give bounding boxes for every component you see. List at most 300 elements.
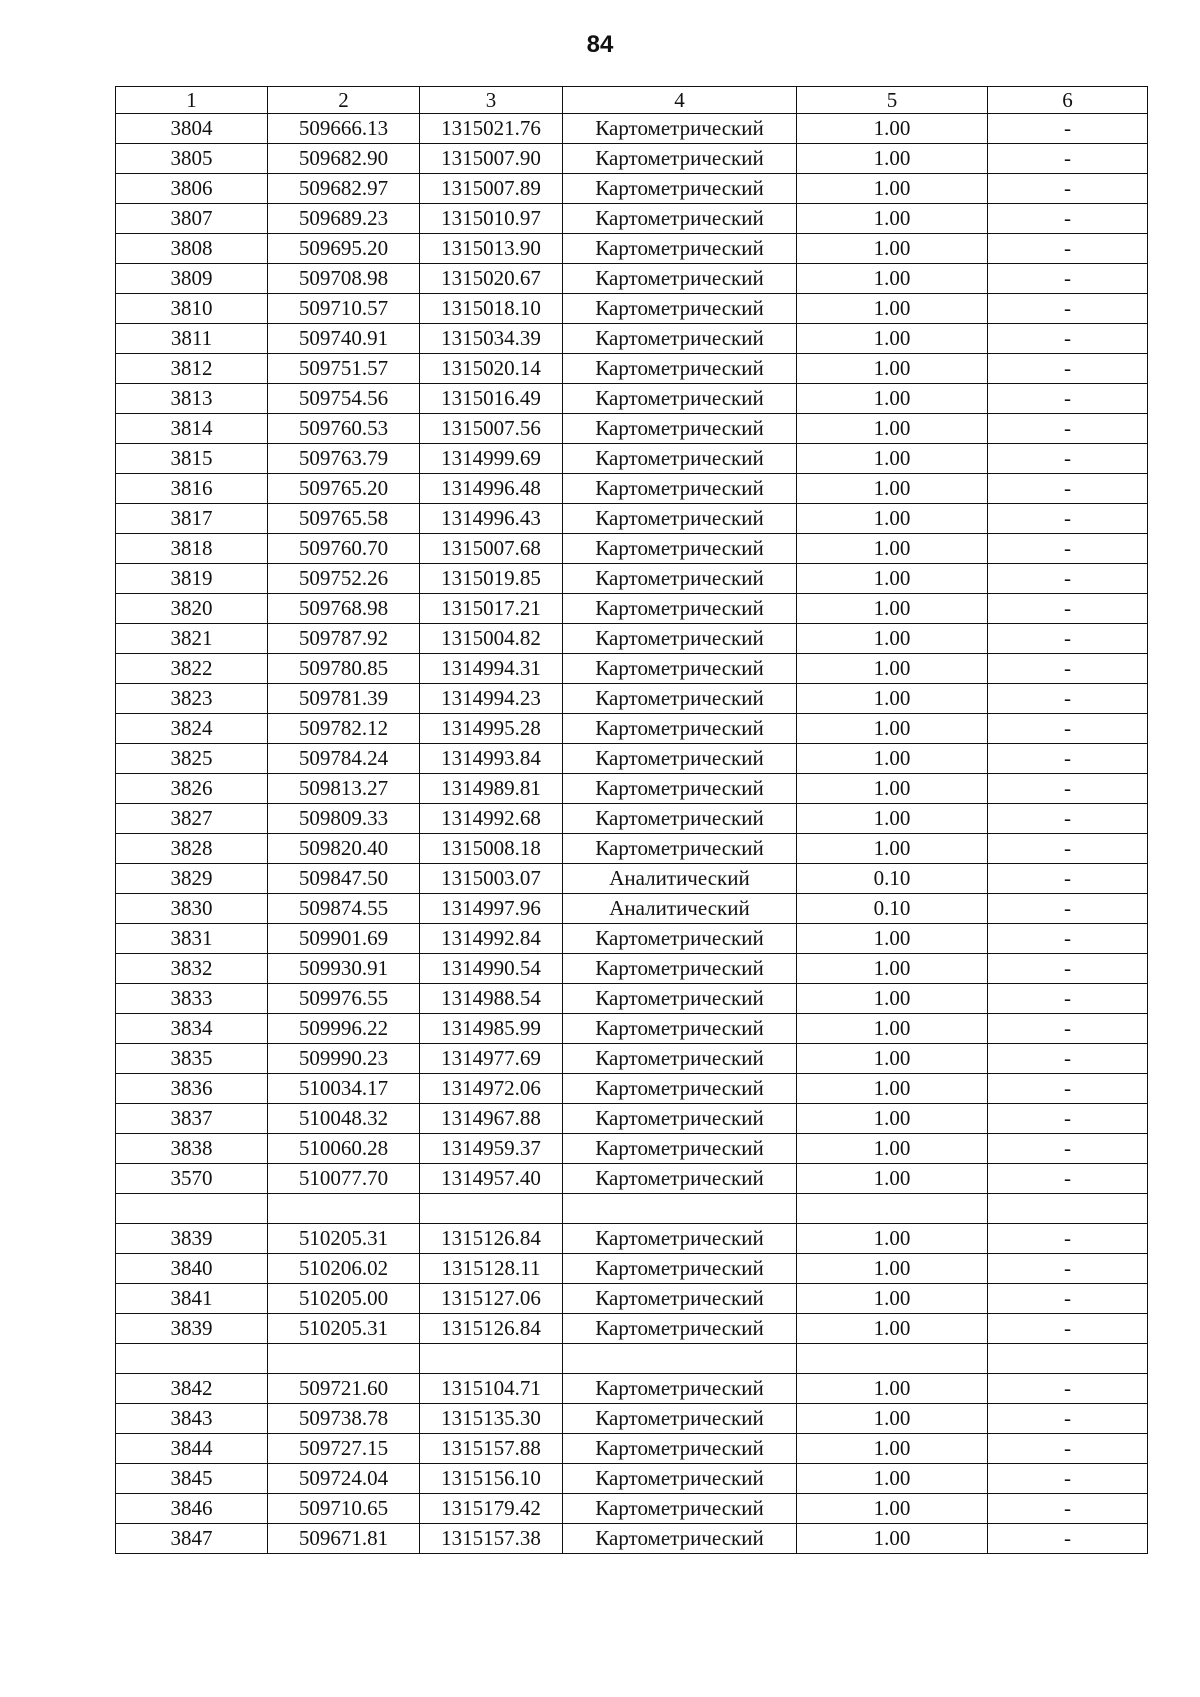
column-header: 6 bbox=[988, 87, 1148, 114]
table-row bbox=[116, 1104, 1148, 1134]
note-cell: - bbox=[988, 204, 1148, 234]
accuracy-cell: 1.00 bbox=[797, 1134, 988, 1164]
y-coordinate-cell: 1314992.84 bbox=[420, 924, 563, 954]
note-cell: - bbox=[988, 144, 1148, 174]
accuracy-cell: 1.00 bbox=[797, 954, 988, 984]
point-number-cell: 3831 bbox=[116, 924, 268, 954]
note-cell: - bbox=[988, 564, 1148, 594]
accuracy-cell: 1.00 bbox=[797, 294, 988, 324]
y-coordinate-cell: 1315007.68 bbox=[420, 534, 563, 564]
accuracy-cell: 1.00 bbox=[797, 744, 988, 774]
table-row bbox=[116, 564, 1148, 594]
method-cell: Картометрический bbox=[563, 954, 797, 984]
point-number-cell: 3843 bbox=[116, 1404, 268, 1434]
point-number-cell: 3825 bbox=[116, 744, 268, 774]
accuracy-cell: 1.00 bbox=[797, 534, 988, 564]
note-cell: - bbox=[988, 624, 1148, 654]
method-cell: Картометрический bbox=[563, 1434, 797, 1464]
note-cell: - bbox=[988, 684, 1148, 714]
accuracy-cell: 0.10 bbox=[797, 894, 988, 924]
x-coordinate-cell: 509671.81 bbox=[268, 1524, 420, 1554]
method-cell: Картометрический bbox=[563, 1164, 797, 1194]
x-coordinate-cell: 510060.28 bbox=[268, 1134, 420, 1164]
method-cell: Картометрический bbox=[563, 474, 797, 504]
note-cell: - bbox=[988, 1254, 1148, 1284]
x-coordinate-cell bbox=[268, 1194, 420, 1224]
note-cell: - bbox=[988, 354, 1148, 384]
y-coordinate-cell: 1315007.56 bbox=[420, 414, 563, 444]
method-cell: Картометрический bbox=[563, 744, 797, 774]
point-number-cell: 3811 bbox=[116, 324, 268, 354]
x-coordinate-cell: 509760.53 bbox=[268, 414, 420, 444]
note-cell: - bbox=[988, 294, 1148, 324]
method-cell: Картометрический bbox=[563, 114, 797, 144]
accuracy-cell: 1.00 bbox=[797, 804, 988, 834]
method-cell: Картометрический bbox=[563, 144, 797, 174]
note-cell: - bbox=[988, 864, 1148, 894]
accuracy-cell: 1.00 bbox=[797, 1164, 988, 1194]
point-number-cell: 3835 bbox=[116, 1044, 268, 1074]
accuracy-cell: 1.00 bbox=[797, 1434, 988, 1464]
y-coordinate-cell: 1315020.67 bbox=[420, 264, 563, 294]
note-cell: - bbox=[988, 1404, 1148, 1434]
accuracy-cell: 1.00 bbox=[797, 624, 988, 654]
x-coordinate-cell: 509721.60 bbox=[268, 1374, 420, 1404]
note-cell: - bbox=[988, 1044, 1148, 1074]
point-number-cell: 3817 bbox=[116, 504, 268, 534]
table-row bbox=[116, 264, 1148, 294]
accuracy-cell: 1.00 bbox=[797, 1464, 988, 1494]
x-coordinate-cell: 509787.92 bbox=[268, 624, 420, 654]
column-header: 1 bbox=[116, 87, 268, 114]
x-coordinate-cell: 509760.70 bbox=[268, 534, 420, 564]
method-cell bbox=[563, 1194, 797, 1224]
column-header: 2 bbox=[268, 87, 420, 114]
y-coordinate-cell: 1315127.06 bbox=[420, 1284, 563, 1314]
method-cell: Картометрический bbox=[563, 384, 797, 414]
y-coordinate-cell: 1314959.37 bbox=[420, 1134, 563, 1164]
method-cell: Аналитический bbox=[563, 864, 797, 894]
table-row bbox=[116, 114, 1148, 144]
method-cell: Картометрический bbox=[563, 1134, 797, 1164]
x-coordinate-cell: 509751.57 bbox=[268, 354, 420, 384]
table-row bbox=[116, 1254, 1148, 1284]
accuracy-cell: 1.00 bbox=[797, 684, 988, 714]
y-coordinate-cell: 1315003.07 bbox=[420, 864, 563, 894]
table-row bbox=[116, 1164, 1148, 1194]
point-number-cell: 3828 bbox=[116, 834, 268, 864]
point-number-cell: 3804 bbox=[116, 114, 268, 144]
table-row bbox=[116, 1074, 1148, 1104]
note-cell bbox=[988, 1194, 1148, 1224]
note-cell: - bbox=[988, 1104, 1148, 1134]
method-cell: Картометрический bbox=[563, 1104, 797, 1134]
y-coordinate-cell: 1314985.99 bbox=[420, 1014, 563, 1044]
point-number-cell: 3815 bbox=[116, 444, 268, 474]
table-row bbox=[116, 924, 1148, 954]
y-coordinate-cell: 1315128.11 bbox=[420, 1254, 563, 1284]
method-cell: Картометрический bbox=[563, 804, 797, 834]
x-coordinate-cell: 510205.31 bbox=[268, 1314, 420, 1344]
method-cell: Картометрический bbox=[563, 984, 797, 1014]
accuracy-cell: 1.00 bbox=[797, 444, 988, 474]
accuracy-cell: 1.00 bbox=[797, 234, 988, 264]
note-cell: - bbox=[988, 414, 1148, 444]
y-coordinate-cell: 1315179.42 bbox=[420, 1494, 563, 1524]
accuracy-cell: 1.00 bbox=[797, 174, 988, 204]
method-cell: Картометрический bbox=[563, 1224, 797, 1254]
accuracy-cell: 1.00 bbox=[797, 1044, 988, 1074]
table-row bbox=[116, 984, 1148, 1014]
accuracy-cell: 1.00 bbox=[797, 324, 988, 354]
point-number-cell: 3812 bbox=[116, 354, 268, 384]
table-row bbox=[116, 744, 1148, 774]
note-cell: - bbox=[988, 1134, 1148, 1164]
point-number-cell: 3810 bbox=[116, 294, 268, 324]
x-coordinate-cell: 509710.65 bbox=[268, 1494, 420, 1524]
column-header: 3 bbox=[420, 87, 563, 114]
note-cell: - bbox=[988, 834, 1148, 864]
x-coordinate-cell: 509781.39 bbox=[268, 684, 420, 714]
x-coordinate-cell: 509765.20 bbox=[268, 474, 420, 504]
y-coordinate-cell: 1314995.28 bbox=[420, 714, 563, 744]
point-number-cell: 3570 bbox=[116, 1164, 268, 1194]
point-number-cell: 3832 bbox=[116, 954, 268, 984]
point-number-cell: 3830 bbox=[116, 894, 268, 924]
note-cell: - bbox=[988, 744, 1148, 774]
y-coordinate-cell: 1315008.18 bbox=[420, 834, 563, 864]
method-cell: Картометрический bbox=[563, 834, 797, 864]
note-cell: - bbox=[988, 984, 1148, 1014]
accuracy-cell: 1.00 bbox=[797, 564, 988, 594]
y-coordinate-cell: 1315156.10 bbox=[420, 1464, 563, 1494]
method-cell: Картометрический bbox=[563, 504, 797, 534]
note-cell: - bbox=[988, 714, 1148, 744]
x-coordinate-cell: 509765.58 bbox=[268, 504, 420, 534]
y-coordinate-cell: 1314999.69 bbox=[420, 444, 563, 474]
point-number-cell: 3833 bbox=[116, 984, 268, 1014]
x-coordinate-cell: 510206.02 bbox=[268, 1254, 420, 1284]
x-coordinate-cell: 509740.91 bbox=[268, 324, 420, 354]
x-coordinate-cell: 510205.00 bbox=[268, 1284, 420, 1314]
y-coordinate-cell: 1314977.69 bbox=[420, 1044, 563, 1074]
note-cell: - bbox=[988, 504, 1148, 534]
method-cell: Картометрический bbox=[563, 654, 797, 684]
note-cell: - bbox=[988, 534, 1148, 564]
table-body bbox=[116, 114, 1148, 1554]
point-number-cell: 3820 bbox=[116, 594, 268, 624]
y-coordinate-cell: 1315013.90 bbox=[420, 234, 563, 264]
method-cell: Картометрический bbox=[563, 1314, 797, 1344]
note-cell: - bbox=[988, 1284, 1148, 1314]
method-cell bbox=[563, 1344, 797, 1374]
note-cell: - bbox=[988, 114, 1148, 144]
point-number-cell: 3847 bbox=[116, 1524, 268, 1554]
point-number-cell: 3814 bbox=[116, 414, 268, 444]
method-cell: Картометрический bbox=[563, 1074, 797, 1104]
table-row bbox=[116, 594, 1148, 624]
x-coordinate-cell bbox=[268, 1344, 420, 1374]
method-cell: Картометрический bbox=[563, 924, 797, 954]
method-cell: Картометрический bbox=[563, 354, 797, 384]
x-coordinate-cell: 509752.26 bbox=[268, 564, 420, 594]
x-coordinate-cell: 510048.32 bbox=[268, 1104, 420, 1134]
table-row bbox=[116, 504, 1148, 534]
y-coordinate-cell: 1314992.68 bbox=[420, 804, 563, 834]
table-row bbox=[116, 624, 1148, 654]
y-coordinate-cell: 1315016.49 bbox=[420, 384, 563, 414]
table-row bbox=[116, 1494, 1148, 1524]
note-cell: - bbox=[988, 1434, 1148, 1464]
point-number-cell: 3829 bbox=[116, 864, 268, 894]
x-coordinate-cell: 509710.57 bbox=[268, 294, 420, 324]
method-cell: Картометрический bbox=[563, 414, 797, 444]
method-cell: Картометрический bbox=[563, 1254, 797, 1284]
column-header: 4 bbox=[563, 87, 797, 114]
y-coordinate-cell: 1315019.85 bbox=[420, 564, 563, 594]
y-coordinate-cell: 1315034.39 bbox=[420, 324, 563, 354]
accuracy-cell: 1.00 bbox=[797, 354, 988, 384]
table-row bbox=[116, 1314, 1148, 1344]
method-cell: Картометрический bbox=[563, 1014, 797, 1044]
point-number-cell: 3805 bbox=[116, 144, 268, 174]
method-cell: Картометрический bbox=[563, 264, 797, 294]
table-row bbox=[116, 834, 1148, 864]
table-row bbox=[116, 1404, 1148, 1434]
y-coordinate-cell: 1314989.81 bbox=[420, 774, 563, 804]
accuracy-cell: 1.00 bbox=[797, 1374, 988, 1404]
y-coordinate-cell: 1315135.30 bbox=[420, 1404, 563, 1434]
table-row bbox=[116, 1014, 1148, 1044]
table-header-row bbox=[116, 87, 1148, 114]
method-cell: Картометрический bbox=[563, 1404, 797, 1434]
point-number-cell: 3826 bbox=[116, 774, 268, 804]
method-cell: Картометрический bbox=[563, 444, 797, 474]
y-coordinate-cell: 1314988.54 bbox=[420, 984, 563, 1014]
page-number: 84 bbox=[586, 31, 614, 58]
point-number-cell: 3824 bbox=[116, 714, 268, 744]
accuracy-cell: 1.00 bbox=[797, 1494, 988, 1524]
accuracy-cell: 1.00 bbox=[797, 114, 988, 144]
x-coordinate-cell: 509996.22 bbox=[268, 1014, 420, 1044]
y-coordinate-cell: 1315157.38 bbox=[420, 1524, 563, 1554]
table-row bbox=[116, 1044, 1148, 1074]
note-cell: - bbox=[988, 894, 1148, 924]
y-coordinate-cell: 1315017.21 bbox=[420, 594, 563, 624]
accuracy-cell: 1.00 bbox=[797, 924, 988, 954]
x-coordinate-cell: 509738.78 bbox=[268, 1404, 420, 1434]
point-number-cell: 3845 bbox=[116, 1464, 268, 1494]
point-number-cell bbox=[116, 1194, 268, 1224]
x-coordinate-cell: 509990.23 bbox=[268, 1044, 420, 1074]
accuracy-cell: 1.00 bbox=[797, 1524, 988, 1554]
note-cell: - bbox=[988, 1464, 1148, 1494]
table-row bbox=[116, 1434, 1148, 1464]
accuracy-cell: 1.00 bbox=[797, 414, 988, 444]
table-row bbox=[116, 894, 1148, 924]
note-cell: - bbox=[988, 1074, 1148, 1104]
accuracy-cell: 1.00 bbox=[797, 774, 988, 804]
point-number-cell: 3813 bbox=[116, 384, 268, 414]
x-coordinate-cell: 509930.91 bbox=[268, 954, 420, 984]
accuracy-cell: 1.00 bbox=[797, 1284, 988, 1314]
y-coordinate-cell: 1314994.23 bbox=[420, 684, 563, 714]
y-coordinate-cell: 1315126.84 bbox=[420, 1314, 563, 1344]
table-row bbox=[116, 684, 1148, 714]
y-coordinate-cell: 1315010.97 bbox=[420, 204, 563, 234]
method-cell: Картометрический bbox=[563, 1374, 797, 1404]
y-coordinate-cell: 1314957.40 bbox=[420, 1164, 563, 1194]
table-row bbox=[116, 1464, 1148, 1494]
y-coordinate-cell: 1314972.06 bbox=[420, 1074, 563, 1104]
accuracy-cell: 1.00 bbox=[797, 504, 988, 534]
y-coordinate-cell: 1315018.10 bbox=[420, 294, 563, 324]
x-coordinate-cell: 510205.31 bbox=[268, 1224, 420, 1254]
accuracy-cell: 1.00 bbox=[797, 1404, 988, 1434]
point-number-cell bbox=[116, 1344, 268, 1374]
point-number-cell: 3807 bbox=[116, 204, 268, 234]
y-coordinate-cell bbox=[420, 1194, 563, 1224]
accuracy-cell: 1.00 bbox=[797, 594, 988, 624]
accuracy-cell: 1.00 bbox=[797, 1224, 988, 1254]
point-number-cell: 3839 bbox=[116, 1224, 268, 1254]
table-row bbox=[116, 954, 1148, 984]
table-row bbox=[116, 534, 1148, 564]
method-cell: Картометрический bbox=[563, 594, 797, 624]
note-cell: - bbox=[988, 804, 1148, 834]
method-cell: Картометрический bbox=[563, 534, 797, 564]
point-number-cell: 3838 bbox=[116, 1134, 268, 1164]
x-coordinate-cell: 509682.90 bbox=[268, 144, 420, 174]
x-coordinate-cell: 509666.13 bbox=[268, 114, 420, 144]
point-number-cell: 3837 bbox=[116, 1104, 268, 1134]
table-row bbox=[116, 654, 1148, 684]
y-coordinate-cell: 1314993.84 bbox=[420, 744, 563, 774]
x-coordinate-cell: 509708.98 bbox=[268, 264, 420, 294]
table-row bbox=[116, 354, 1148, 384]
method-cell: Картометрический bbox=[563, 204, 797, 234]
accuracy-cell: 1.00 bbox=[797, 384, 988, 414]
point-number-cell: 3806 bbox=[116, 174, 268, 204]
accuracy-cell: 1.00 bbox=[797, 1254, 988, 1284]
table-row bbox=[116, 774, 1148, 804]
y-coordinate-cell: 1314990.54 bbox=[420, 954, 563, 984]
accuracy-cell: 1.00 bbox=[797, 474, 988, 504]
point-number-cell: 3823 bbox=[116, 684, 268, 714]
column-header: 5 bbox=[797, 87, 988, 114]
point-number-cell: 3816 bbox=[116, 474, 268, 504]
x-coordinate-cell: 509976.55 bbox=[268, 984, 420, 1014]
y-coordinate-cell: 1314996.43 bbox=[420, 504, 563, 534]
method-cell: Картометрический bbox=[563, 684, 797, 714]
y-coordinate-cell: 1315007.89 bbox=[420, 174, 563, 204]
method-cell: Картометрический bbox=[563, 1464, 797, 1494]
accuracy-cell: 1.00 bbox=[797, 264, 988, 294]
method-cell: Картометрический bbox=[563, 624, 797, 654]
table-row bbox=[116, 414, 1148, 444]
point-number-cell: 3809 bbox=[116, 264, 268, 294]
point-number-cell: 3818 bbox=[116, 534, 268, 564]
x-coordinate-cell: 509874.55 bbox=[268, 894, 420, 924]
y-coordinate-cell: 1314994.31 bbox=[420, 654, 563, 684]
x-coordinate-cell: 509780.85 bbox=[268, 654, 420, 684]
table-row bbox=[116, 1134, 1148, 1164]
y-coordinate-cell: 1315104.71 bbox=[420, 1374, 563, 1404]
accuracy-cell: 1.00 bbox=[797, 144, 988, 174]
note-cell: - bbox=[988, 924, 1148, 954]
x-coordinate-cell: 509847.50 bbox=[268, 864, 420, 894]
table-row bbox=[116, 1224, 1148, 1254]
y-coordinate-cell: 1315157.88 bbox=[420, 1434, 563, 1464]
note-cell: - bbox=[988, 174, 1148, 204]
y-coordinate-cell: 1315021.76 bbox=[420, 114, 563, 144]
accuracy-cell bbox=[797, 1194, 988, 1224]
method-cell: Аналитический bbox=[563, 894, 797, 924]
x-coordinate-cell: 509695.20 bbox=[268, 234, 420, 264]
point-number-cell: 3836 bbox=[116, 1074, 268, 1104]
method-cell: Картометрический bbox=[563, 1044, 797, 1074]
x-coordinate-cell: 509820.40 bbox=[268, 834, 420, 864]
point-number-cell: 3844 bbox=[116, 1434, 268, 1464]
table-row bbox=[116, 324, 1148, 354]
x-coordinate-cell: 509727.15 bbox=[268, 1434, 420, 1464]
point-number-cell: 3839 bbox=[116, 1314, 268, 1344]
accuracy-cell: 0.10 bbox=[797, 864, 988, 894]
method-cell: Картометрический bbox=[563, 714, 797, 744]
table-row bbox=[116, 384, 1148, 414]
x-coordinate-cell: 509724.04 bbox=[268, 1464, 420, 1494]
note-cell: - bbox=[988, 1374, 1148, 1404]
note-cell: - bbox=[988, 324, 1148, 354]
x-coordinate-cell: 509689.23 bbox=[268, 204, 420, 234]
table-row bbox=[116, 1374, 1148, 1404]
table-row bbox=[116, 804, 1148, 834]
x-coordinate-cell: 509754.56 bbox=[268, 384, 420, 414]
accuracy-cell: 1.00 bbox=[797, 1104, 988, 1134]
note-cell: - bbox=[988, 594, 1148, 624]
note-cell: - bbox=[988, 1494, 1148, 1524]
point-number-cell: 3840 bbox=[116, 1254, 268, 1284]
point-number-cell: 3808 bbox=[116, 234, 268, 264]
accuracy-cell: 1.00 bbox=[797, 1314, 988, 1344]
y-coordinate-cell: 1314967.88 bbox=[420, 1104, 563, 1134]
x-coordinate-cell: 510034.17 bbox=[268, 1074, 420, 1104]
accuracy-cell: 1.00 bbox=[797, 834, 988, 864]
note-cell: - bbox=[988, 774, 1148, 804]
accuracy-cell: 1.00 bbox=[797, 654, 988, 684]
x-coordinate-cell: 509784.24 bbox=[268, 744, 420, 774]
table-row bbox=[116, 1344, 1148, 1374]
note-cell: - bbox=[988, 264, 1148, 294]
table-row bbox=[116, 1284, 1148, 1314]
note-cell bbox=[988, 1344, 1148, 1374]
x-coordinate-cell: 509763.79 bbox=[268, 444, 420, 474]
note-cell: - bbox=[988, 1314, 1148, 1344]
table-row bbox=[116, 234, 1148, 264]
x-coordinate-cell: 509813.27 bbox=[268, 774, 420, 804]
method-cell: Картометрический bbox=[563, 324, 797, 354]
x-coordinate-cell: 509768.98 bbox=[268, 594, 420, 624]
point-number-cell: 3846 bbox=[116, 1494, 268, 1524]
method-cell: Картометрический bbox=[563, 294, 797, 324]
table-row bbox=[116, 864, 1148, 894]
method-cell: Картометрический bbox=[563, 1494, 797, 1524]
method-cell: Картометрический bbox=[563, 174, 797, 204]
note-cell: - bbox=[988, 1164, 1148, 1194]
point-number-cell: 3821 bbox=[116, 624, 268, 654]
accuracy-cell: 1.00 bbox=[797, 1074, 988, 1104]
y-coordinate-cell: 1315004.82 bbox=[420, 624, 563, 654]
